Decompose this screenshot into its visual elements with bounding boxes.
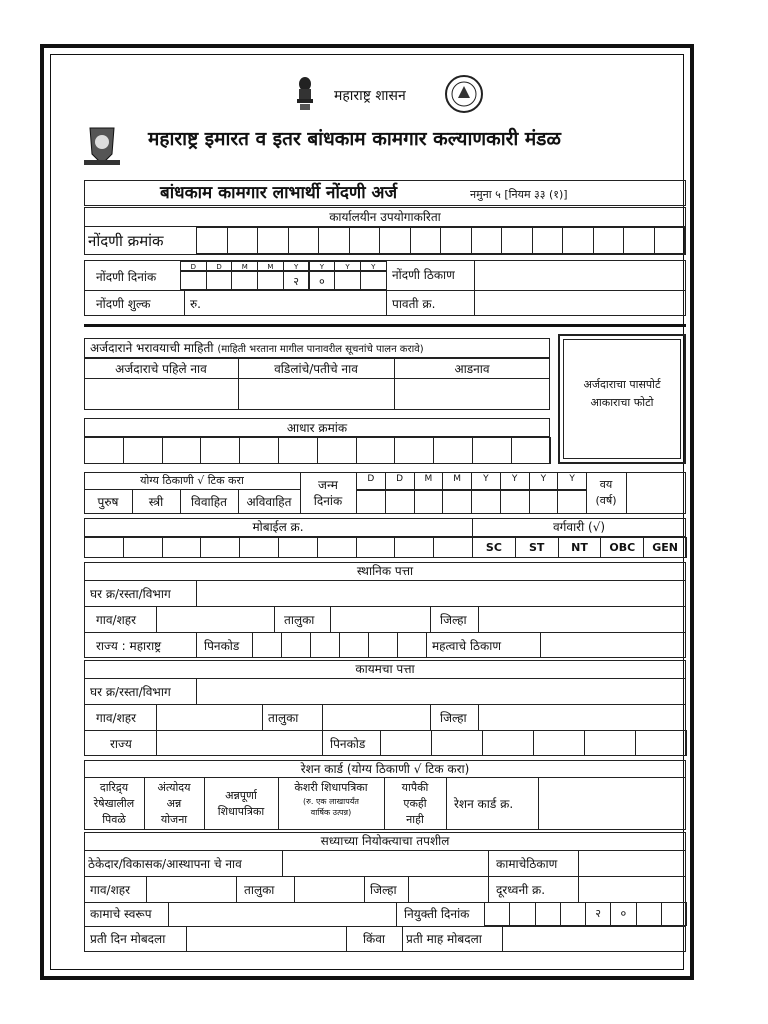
dob-header-label: D — [396, 474, 404, 484]
form-title: बांधकाम कामगार लाभार्थी नोंदणी अर्ज — [160, 183, 398, 203]
reg-date-cell[interactable] — [360, 271, 387, 290]
board-title: महाराष्ट्र इमारत व इतर बांधकाम कामगार कल्याणकारी मंडळ — [148, 128, 561, 150]
aadhaar-cell[interactable] — [84, 437, 124, 464]
first-name-field[interactable] — [85, 379, 237, 409]
dob-header-label: Y — [511, 474, 518, 484]
mobile-cell[interactable] — [317, 537, 357, 558]
father-name-field[interactable] — [239, 379, 393, 409]
ration-annapurna-line2: शिधापत्रिका — [217, 805, 265, 818]
reg-date-cell-label: २ — [293, 275, 299, 288]
dob-cell[interactable] — [500, 490, 530, 514]
reg-date-cell[interactable] — [231, 271, 258, 290]
perm-state-label: राज्य — [110, 737, 132, 751]
birth-label-2: दिनांक — [313, 494, 343, 508]
appoint-date-cell[interactable] — [484, 902, 510, 926]
ration-saffron-line1: केशरी शिधापत्रिका — [294, 781, 368, 794]
dob-header[interactable] — [385, 472, 415, 490]
local-landmark-label: महत्वाचे ठिकाण — [432, 639, 502, 653]
ration-bpl-line1: दारिद्र्य — [99, 781, 129, 794]
appoint-date-cell[interactable] — [509, 902, 535, 926]
reg-no-cell[interactable] — [440, 227, 472, 254]
reg-date-header-label: D — [190, 263, 197, 271]
dob-cell[interactable] — [385, 490, 415, 514]
ration-none-line2: एकही — [403, 797, 427, 810]
daily-wage-field[interactable] — [187, 927, 345, 951]
category-option-label: SC — [485, 541, 502, 554]
reg-date-header[interactable] — [360, 261, 387, 271]
perm-house-field[interactable] — [197, 679, 685, 703]
work-place-field[interactable] — [579, 851, 685, 875]
local-pincode-label: पिनकोड — [204, 639, 240, 653]
appoint-date-cell[interactable] — [560, 902, 586, 926]
reg-date-cell[interactable] — [180, 271, 207, 290]
appoint-date-cell-label: २ — [595, 907, 601, 920]
applicant-section-label — [90, 341, 424, 356]
local-village-label: गाव/शहर — [96, 613, 137, 627]
ration-none-line1: यापैकी — [401, 781, 429, 794]
reg-date-header[interactable] — [334, 261, 361, 271]
surname-label: आडनाव — [454, 362, 490, 376]
dob-cell[interactable] — [471, 490, 501, 514]
ration-card-no-field[interactable] — [539, 778, 685, 829]
aadhaar-cell[interactable] — [317, 437, 357, 464]
reg-date-header-label: M — [267, 263, 274, 271]
ration-saffron-line3: वार्षिक उत्पन्न) — [310, 808, 352, 817]
category-label: वर्गवारी (√) — [552, 520, 606, 534]
aadhaar-cell[interactable] — [239, 437, 279, 464]
father-name-label: वडिलांचे/पतीचे नाव — [274, 362, 358, 376]
mobile-cell[interactable] — [356, 537, 396, 558]
reg-no-cell[interactable] — [318, 227, 350, 254]
photo-label-1: अर्जदाराचा पासपोर्ट — [583, 378, 661, 391]
mobile-cell[interactable] — [278, 537, 318, 558]
reg-date-label: नोंदणी दिनांक — [96, 270, 157, 284]
aadhaar-cell[interactable] — [278, 437, 318, 464]
ration-saffron-option[interactable] — [278, 780, 384, 818]
reg-date-header-label: D — [216, 263, 222, 271]
board-logo — [82, 124, 122, 168]
perm-village-label: गाव/शहर — [96, 711, 137, 725]
aadhaar-cell[interactable] — [123, 437, 163, 464]
female-option[interactable]: स्त्री — [148, 495, 164, 509]
local-pincode-cell[interactable] — [252, 632, 282, 658]
reg-date-header[interactable] — [180, 261, 207, 271]
reg-place-label: नोंदणी ठिकाण — [392, 268, 455, 282]
ration-card-no-label: रेशन कार्ड क्र. — [454, 797, 514, 811]
reg-no-cell[interactable] — [257, 227, 289, 254]
category-option[interactable] — [515, 537, 559, 558]
perm-pincode-cell[interactable] — [431, 730, 483, 756]
reg-date-header[interactable] — [231, 261, 258, 271]
rs-label: रु. — [190, 297, 201, 311]
emp-phone-field[interactable] — [579, 877, 685, 901]
mobile-cell[interactable] — [239, 537, 279, 558]
category-option[interactable] — [472, 537, 516, 558]
reg-no-cell[interactable] — [623, 227, 655, 254]
category-option-label: OBC — [609, 541, 636, 554]
reg-fee-label: नोंदणी शुल्क — [96, 297, 151, 311]
employer-title: सध्याच्या नियोक्त्याचा तपशील — [320, 834, 450, 848]
photo-label-2: आकाराचा फोटो — [590, 396, 654, 409]
emp-village-label: गाव/शहर — [90, 883, 131, 897]
appoint-date-cell-label: ० — [620, 907, 627, 920]
dob-header-label: Y — [483, 474, 489, 484]
ration-none-line3: नाही — [406, 813, 424, 826]
ration-annapurna-line1: अन्नपूर्णा — [225, 789, 257, 802]
perm-house-label: घर क्र/रस्ता/विभाग — [90, 685, 171, 699]
reg-no-cell[interactable] — [654, 227, 686, 254]
reg-no-cell[interactable] — [196, 227, 228, 254]
reg-date-header-label: Y — [319, 263, 324, 271]
reg-no-cell[interactable] — [562, 227, 594, 254]
ration-none-option[interactable] — [384, 780, 446, 828]
mobile-cell[interactable] — [394, 537, 434, 558]
dob-header[interactable] — [500, 472, 530, 490]
perm-state-field[interactable] — [157, 731, 321, 755]
perm-district-field[interactable] — [479, 705, 685, 729]
local-pincode-cell[interactable] — [397, 632, 427, 658]
mobile-cell[interactable] — [84, 537, 124, 558]
appoint-date-cell[interactable] — [636, 902, 662, 926]
reg-date-header[interactable] — [309, 261, 336, 271]
contractor-label: ठेकेदार/विकासक/आस्थापना चे नाव — [88, 857, 242, 871]
reg-no-cell[interactable] — [288, 227, 320, 254]
perm-address-title: कायमचा पत्ता — [355, 662, 415, 676]
local-house-field[interactable] — [197, 581, 685, 605]
dob-header-label: M — [424, 474, 433, 484]
mobile-cell[interactable] — [433, 537, 473, 558]
category-option[interactable] — [600, 537, 644, 558]
reg-date-cell-label: ० — [318, 275, 325, 288]
appoint-date-cell[interactable] — [661, 902, 687, 926]
reg-no-cell[interactable] — [593, 227, 625, 254]
ration-antyodaya-line3: योजना — [160, 813, 188, 826]
form-number: नमुना ५ [नियम ३३ (१)] — [470, 188, 568, 201]
emp-taluka-field[interactable] — [295, 877, 363, 901]
dob-cell[interactable] — [442, 490, 472, 514]
surname-field[interactable] — [395, 379, 549, 409]
monthly-wage-label: प्रती माह मोबदला — [406, 932, 482, 946]
reg-date-header-label: Y — [294, 263, 299, 271]
dob-header[interactable] — [442, 472, 472, 490]
age-field[interactable] — [627, 473, 685, 513]
govt-seal — [444, 74, 484, 114]
applicant-section-note: (माहिती भरताना मागील पानावरील सूचनांचे पालन करावे) — [217, 344, 424, 355]
local-landmark-field[interactable] — [541, 633, 685, 657]
first-name-label: अर्जदाराचे पहिले नाव — [115, 362, 207, 376]
applicant-section-title: अर्जदाराने भरावयाची माहिती — [90, 341, 214, 355]
contractor-field[interactable] — [283, 851, 487, 875]
reg-no-cell[interactable] — [501, 227, 533, 254]
aadhaar-cell[interactable] — [356, 437, 396, 464]
perm-taluka-field[interactable] — [323, 705, 429, 729]
dob-header[interactable] — [414, 472, 444, 490]
local-pincode-cell[interactable] — [281, 632, 311, 658]
perm-pincode-cell[interactable] — [635, 730, 687, 756]
ration-antyodaya-line1: अंत्योदय — [157, 781, 191, 794]
perm-taluka-label: तालुका — [268, 711, 299, 725]
category-option[interactable] — [558, 537, 602, 558]
emp-phone-label: दूरध्वनी क्र. — [496, 883, 546, 897]
perm-district-label: जिल्हा — [440, 711, 467, 725]
national-emblem — [292, 76, 318, 112]
male-option[interactable]: पुरुष — [97, 495, 119, 509]
category-option-label: GEN — [652, 541, 678, 554]
reg-date-cell[interactable] — [283, 271, 310, 290]
dob-header[interactable] — [529, 472, 559, 490]
ration-antyodaya-option[interactable] — [144, 780, 204, 828]
mobile-cell[interactable] — [123, 537, 163, 558]
perm-pincode-label: पिनकोड — [330, 737, 366, 751]
perm-pincode-cell[interactable] — [584, 730, 636, 756]
dob-cell[interactable] — [356, 490, 386, 514]
local-address-title: स्थानिक पत्ता — [356, 564, 414, 578]
mobile-cell[interactable] — [200, 537, 240, 558]
dob-header-label: Y — [569, 474, 575, 484]
ration-annapurna-option[interactable] — [204, 788, 278, 820]
dob-cell[interactable] — [557, 490, 587, 514]
or-label: किंवा — [362, 932, 386, 946]
work-type-field[interactable] — [169, 903, 395, 925]
appoint-date-label: नियुक्ती दिनांक — [404, 907, 470, 921]
ration-bpl-line2: रेषेखालील — [93, 797, 135, 810]
reg-date-cell[interactable] — [257, 271, 284, 290]
aadhaar-label: आधार क्रमांक — [286, 421, 348, 435]
appoint-date-cell[interactable] — [535, 902, 561, 926]
local-pincode-cell[interactable] — [339, 632, 369, 658]
perm-pincode-cell[interactable] — [380, 730, 432, 756]
aadhaar-cell[interactable] — [433, 437, 473, 464]
aadhaar-cell[interactable] — [200, 437, 240, 464]
reg-no-cell[interactable] — [471, 227, 503, 254]
emp-village-field[interactable] — [147, 877, 235, 901]
local-district-field[interactable] — [479, 607, 685, 631]
ration-title-note: (योग्य ठिकाणी √ टिक करा) — [346, 762, 470, 776]
age-label-1: वय — [599, 478, 613, 491]
reg-date-header[interactable] — [283, 261, 310, 271]
work-type-label: कामाचे स्वरूप — [90, 907, 152, 921]
dob-header[interactable] — [557, 472, 587, 490]
perm-pincode-cell[interactable] — [533, 730, 585, 756]
birth-label-1: जन्म — [318, 478, 338, 492]
receipt-label: पावती क्र. — [392, 297, 436, 311]
daily-wage-label: प्रती दिन मोबदला — [90, 932, 166, 946]
dob-cell[interactable] — [529, 490, 559, 514]
perm-village-field[interactable] — [157, 705, 261, 729]
local-district-label: जिल्हा — [440, 613, 467, 627]
category-option-label: NT — [571, 541, 588, 554]
ration-title-text: रेशन कार्ड — [300, 762, 343, 776]
ration-title — [84, 762, 686, 776]
tick-note: योग्य ठिकाणी √ टिक करा — [140, 474, 244, 487]
aadhaar-cell[interactable] — [394, 437, 434, 464]
reg-no-cell[interactable] — [410, 227, 442, 254]
govt-label: महाराष्ट्र शासन — [334, 88, 406, 104]
category-option-label: ST — [528, 541, 545, 554]
reg-no-label: नोंदणी क्रमांक — [88, 232, 164, 250]
aadhaar-cell[interactable] — [511, 437, 551, 464]
age-label-2: (वर्ष) — [595, 494, 617, 507]
local-pincode-cell[interactable] — [310, 632, 340, 658]
local-village-field[interactable] — [157, 607, 273, 631]
dob-header-label: M — [453, 474, 461, 484]
aadhaar-cell[interactable] — [472, 437, 512, 464]
work-place-label: कामाचेठिकाण — [496, 857, 558, 871]
emp-district-field[interactable] — [409, 877, 487, 901]
mobile-cell[interactable] — [162, 537, 202, 558]
local-taluka-field[interactable] — [331, 607, 429, 631]
local-state-label: राज्य : महाराष्ट्र — [96, 639, 162, 653]
category-option[interactable] — [643, 537, 687, 558]
dob-header[interactable] — [471, 472, 501, 490]
local-pincode-cell[interactable] — [368, 632, 398, 658]
reg-date-header-label: Y — [345, 263, 350, 271]
married-option[interactable]: विवाहित — [191, 495, 227, 509]
dob-cell[interactable] — [414, 490, 444, 514]
mobile-label: मोबाईल क्र. — [252, 520, 304, 534]
dob-header-label: Y — [540, 474, 547, 484]
reg-no-cell[interactable] — [379, 227, 411, 254]
reg-date-cell[interactable] — [206, 271, 233, 290]
reg-date-cell[interactable] — [334, 271, 361, 290]
ration-bpl-option[interactable] — [84, 780, 144, 828]
dob-header[interactable] — [356, 472, 386, 490]
reg-no-cell[interactable] — [349, 227, 381, 254]
reg-date-header-label: Y — [371, 263, 376, 271]
emp-district-label: जिल्हा — [370, 883, 397, 897]
local-house-label: घर क्र/रस्ता/विभाग — [90, 587, 171, 601]
local-taluka-label: तालुका — [284, 613, 315, 627]
reg-date-header[interactable] — [257, 261, 284, 271]
reg-no-cell[interactable] — [227, 227, 259, 254]
emp-taluka-label: तालुका — [244, 883, 275, 897]
monthly-wage-field[interactable] — [503, 927, 685, 951]
perm-pincode-cell[interactable] — [482, 730, 534, 756]
reg-no-cell[interactable] — [532, 227, 564, 254]
reg-date-header[interactable] — [206, 261, 233, 271]
aadhaar-cell[interactable] — [162, 437, 202, 464]
office-use-label: कार्यालयीन उपयोगाकरिता — [329, 210, 441, 224]
reg-date-header-label: M — [241, 263, 248, 271]
dob-header-label: D — [367, 474, 375, 484]
reg-date-cell[interactable] — [309, 271, 336, 290]
ration-bpl-line3: पिवळे — [102, 813, 126, 826]
ration-saffron-line2: (रु. एक लाखापर्यंत — [303, 797, 359, 806]
appoint-date-cell[interactable] — [585, 902, 611, 926]
unmarried-option[interactable]: अविवाहित — [246, 495, 292, 509]
appoint-date-cell[interactable] — [610, 902, 636, 926]
ration-antyodaya-line2: अन्न — [166, 797, 182, 810]
